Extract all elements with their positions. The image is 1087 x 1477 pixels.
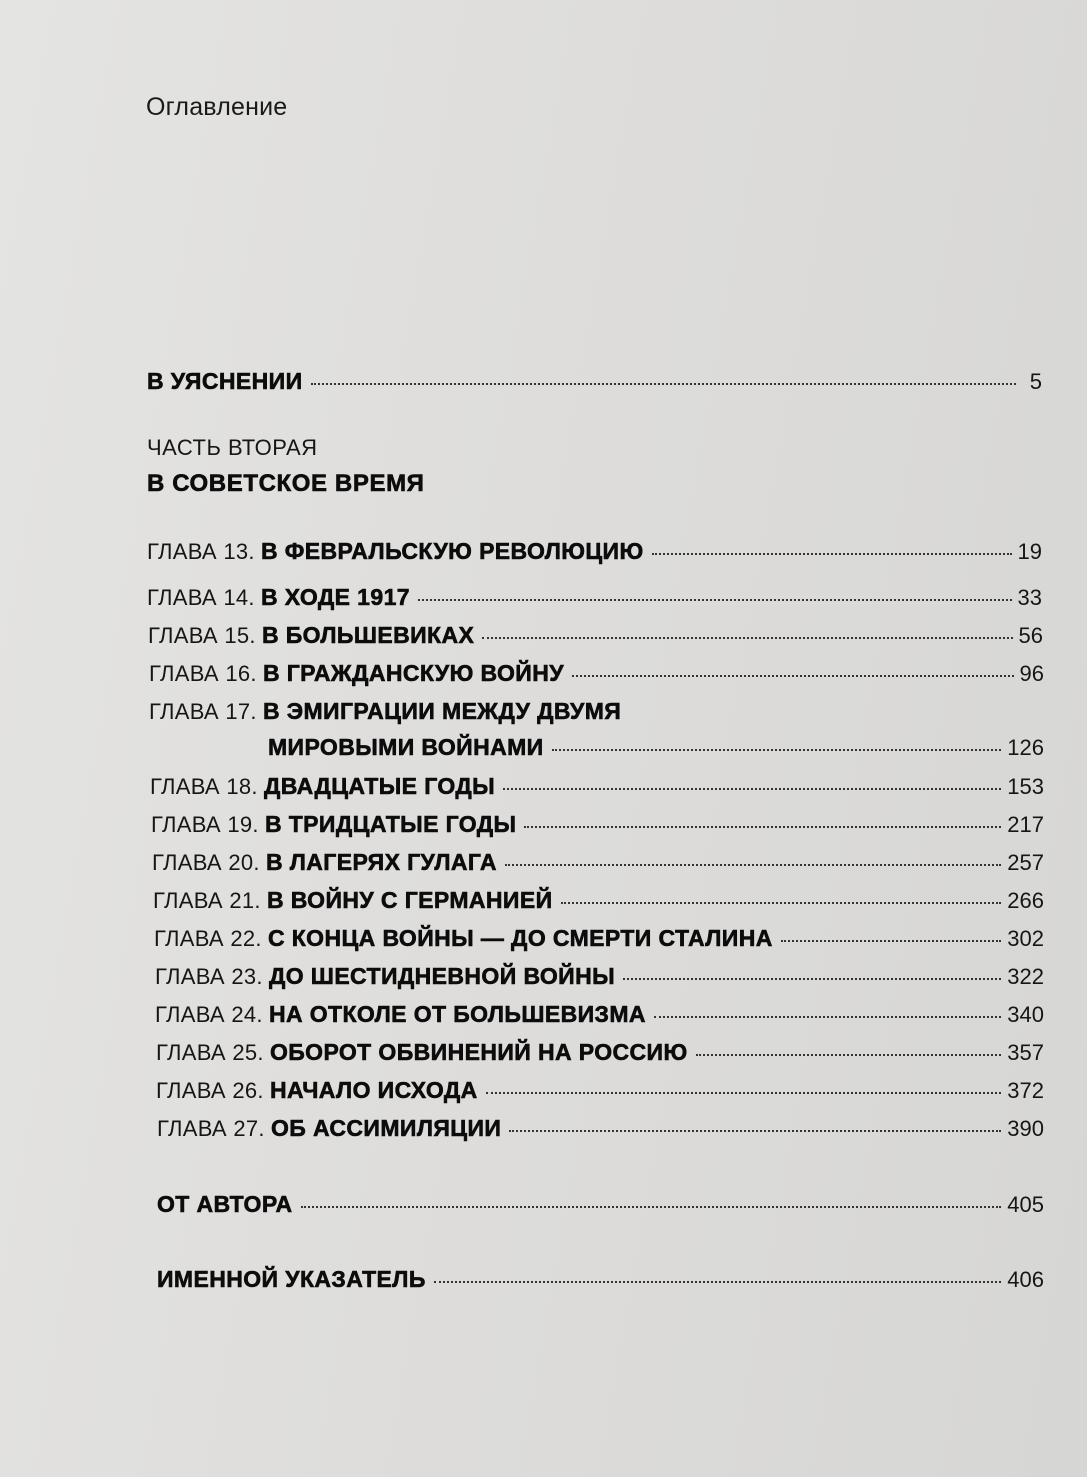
- dot-leader: [654, 1016, 1001, 1018]
- chapter-title: ДВАДЦАТЫЕ ГОДЫ: [263, 773, 496, 799]
- chapter-page: 357: [1007, 1040, 1044, 1065]
- chapter-label: ГЛАВА 23.: [155, 964, 263, 989]
- chapter-title: ОБ АССИМИЛЯЦИИ: [270, 1115, 502, 1141]
- chapter-label: ГЛАВА 27.: [157, 1116, 265, 1141]
- toc-entry-chapter-25: [156, 1039, 1044, 1066]
- chapter-label: ГЛАВА 16.: [149, 661, 257, 686]
- chapter-label: ГЛАВА 22.: [154, 926, 262, 951]
- dot-leader: [572, 675, 1014, 677]
- dot-leader: [623, 978, 1001, 980]
- chapter-page: 257: [1007, 850, 1044, 875]
- chapter-label: ГЛАВА 26.: [156, 1078, 264, 1103]
- chapter-title: В ХОДЕ 1917: [260, 584, 410, 610]
- chapter-page: 302: [1007, 926, 1044, 951]
- chapter-title: В ВОЙНУ С ГЕРМАНИЕЙ: [266, 887, 553, 913]
- dot-leader: [434, 1281, 1002, 1283]
- toc-entry-chapter-21: [153, 887, 1044, 914]
- chapter-page: 33: [1017, 585, 1042, 610]
- chapter-title: В БОЛЬШЕВИКАХ: [261, 622, 475, 648]
- dot-leader: [509, 1130, 1001, 1132]
- chapter-label: ГЛАВА 13.: [147, 539, 255, 564]
- dot-leader: [418, 599, 1012, 601]
- chapter-page: 19: [1017, 539, 1042, 564]
- chapter-page: 96: [1019, 661, 1044, 686]
- chapter-label: ГЛАВА 25.: [156, 1040, 264, 1065]
- toc-entry-chapter-27: [157, 1115, 1044, 1142]
- toc-entry-chapter-17-continued: [268, 734, 1044, 761]
- toc-entry-chapter-24: [155, 1001, 1044, 1028]
- chapter-page: 322: [1007, 964, 1044, 989]
- toc-entry-chapter-13: [147, 538, 1042, 565]
- dot-leader: [505, 864, 1001, 866]
- toc-entry-title: В УЯСНЕНИИ: [147, 368, 303, 394]
- dot-leader: [301, 1206, 1002, 1208]
- part-title: В СОВЕТСКОЕ ВРЕМЯ: [147, 470, 425, 497]
- chapter-page: 153: [1007, 774, 1044, 799]
- chapter-title: В ФЕВРАЛЬСКУЮ РЕВОЛЮЦИЮ: [260, 538, 644, 564]
- chapter-title: В ТРИДЦАТЫЕ ГОДЫ: [264, 811, 517, 837]
- toc-entry-name-index: [157, 1266, 1044, 1293]
- chapter-label: ГЛАВА 18.: [150, 774, 258, 799]
- chapter-page: 126: [1007, 735, 1044, 760]
- chapter-page: 390: [1007, 1116, 1044, 1141]
- toc-entry-chapter-14: [147, 584, 1042, 611]
- toc-entry-chapter-20: [152, 849, 1044, 876]
- toc-entry-chapter-17: [149, 698, 1044, 725]
- toc-entry-title: ИМЕННОЙ УКАЗАТЕЛЬ: [157, 1266, 426, 1292]
- dot-leader: [486, 1092, 1002, 1094]
- chapter-label: ГЛАВА 21.: [153, 888, 261, 913]
- toc-entry-title: ОТ АВТОРА: [157, 1191, 293, 1217]
- chapter-page: 217: [1007, 812, 1044, 837]
- chapter-page: 266: [1007, 888, 1044, 913]
- show-through-text-texture: [150, 80, 1050, 1460]
- dot-leader: [503, 788, 1001, 790]
- dot-leader: [696, 1054, 1002, 1056]
- chapter-title: ОБОРОТ ОБВИНЕНИЙ НА РОССИЮ: [269, 1039, 688, 1065]
- dot-leader: [482, 637, 1012, 639]
- toc-entry-chapter-22: [154, 925, 1044, 952]
- dot-leader: [311, 383, 1017, 385]
- dot-leader: [552, 749, 1002, 751]
- toc-entry-page: 5: [1029, 369, 1042, 394]
- dot-leader: [561, 902, 1002, 904]
- toc-entry-afterword: [157, 1191, 1044, 1218]
- chapter-page: 372: [1007, 1078, 1044, 1103]
- toc-entry-chapter-23: [155, 963, 1044, 990]
- toc-entry-chapter-26: [156, 1077, 1044, 1104]
- chapter-title: ДО ШЕСТИДНЕВНОЙ ВОЙНЫ: [268, 963, 616, 989]
- toc-entry-chapter-18: [150, 773, 1044, 800]
- toc-entry-intro: [147, 368, 1042, 395]
- page-header: Оглавление: [146, 93, 288, 121]
- chapter-page: 340: [1007, 1002, 1044, 1027]
- chapter-title: В ЛАГЕРЯХ ГУЛАГА: [265, 849, 497, 875]
- toc-entry-chapter-16: [149, 660, 1044, 687]
- part-label: ЧАСТЬ ВТОРАЯ: [147, 435, 318, 460]
- chapter-title: С КОНЦА ВОЙНЫ — ДО СМЕРТИ СТАЛИНА: [267, 925, 773, 951]
- chapter-label: ГЛАВА 20.: [152, 850, 260, 875]
- toc-entry-page: 405: [1007, 1192, 1044, 1217]
- toc-entry-chapter-15: [148, 622, 1043, 649]
- chapter-title: НАЧАЛО ИСХОДА: [269, 1077, 478, 1103]
- dot-leader: [781, 940, 1002, 942]
- toc-entry-chapter-19: [151, 811, 1044, 838]
- chapter-title: В ГРАЖДАНСКУЮ ВОЙНУ: [262, 660, 564, 686]
- chapter-title: В ЭМИГРАЦИИ МЕЖДУ ДВУМЯ: [262, 698, 622, 724]
- chapter-title-line-2: МИРОВЫМИ ВОЙНАМИ: [268, 734, 544, 760]
- chapter-page: 56: [1018, 623, 1043, 648]
- chapter-label: ГЛАВА 24.: [155, 1002, 263, 1027]
- chapter-label: ГЛАВА 19.: [151, 812, 259, 837]
- toc-entry-page: 406: [1007, 1267, 1044, 1292]
- dot-leader: [652, 553, 1012, 555]
- dot-leader: [524, 826, 1001, 828]
- chapter-label: ГЛАВА 14.: [147, 585, 255, 610]
- chapter-label: ГЛАВА 17.: [149, 699, 257, 724]
- chapter-title: НА ОТКОЛЕ ОТ БОЛЬШЕВИЗМА: [268, 1001, 646, 1027]
- chapter-label: ГЛАВА 15.: [148, 623, 256, 648]
